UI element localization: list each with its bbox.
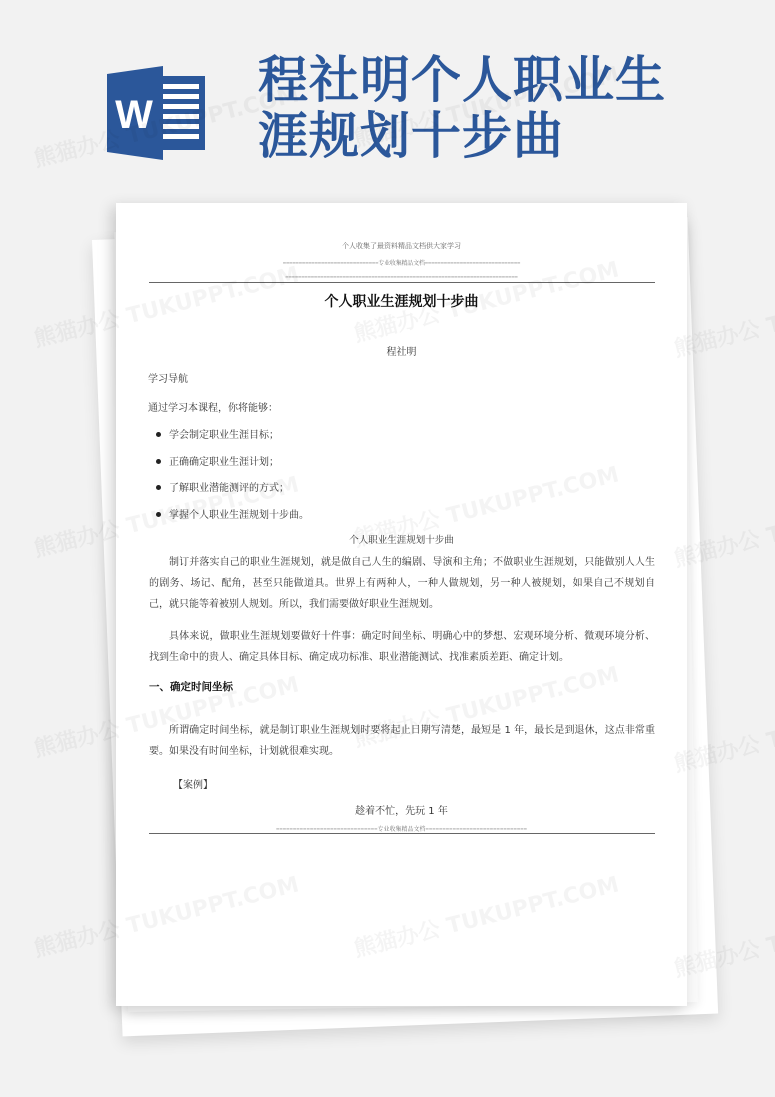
document-page [116, 203, 687, 1006]
header-note: 个人收集了最资料精品文档供大家学习 [342, 242, 461, 250]
section-heading: 一、确定时间坐标 [149, 681, 233, 693]
document-title: 个人职业生涯规划十步曲 [324, 294, 479, 310]
intro-text: 通过学习本课程，你将能够： [148, 403, 278, 414]
bullet-dot-icon [156, 459, 161, 464]
bullet-dot-icon [156, 512, 161, 517]
paragraph: 制订并落实自己的职业生涯规划，就是做自己人生的编剧、导演和主角；不做职业生涯规划，只能做别人人生的剧务、场记、配角，甚至只能做道具。世界上有两种人，一种人做规划，另一种人被规划，如果自己不规划自己，就只能等着被别人规划。所以，我们需要做好职业生涯规划。 [149, 557, 655, 610]
banner-title [258, 52, 718, 164]
word-icon [107, 66, 207, 160]
bullet-item: 了解职业潜能测评的方式； [156, 479, 289, 494]
paragraph: 具体来说，做职业生涯规划要做好十件事：确定时间坐标、明确心中的梦想、宏观环境分析、微观环境分析、找到生命中的贵人、确定具体目标、确定成功标准、职业潜能测试、找准素质差距、确定计划。 [149, 631, 655, 663]
header-divider: ==============================专业收集精品文档============================== [282, 261, 521, 267]
case-label: 【案例】 [173, 780, 213, 791]
case-title: 趁着不忙，先玩 1 年 [355, 806, 448, 817]
banner-title-line2: 涯规划十步曲 [258, 106, 564, 165]
author: 程社明 [386, 347, 417, 358]
section-paragraph: 所谓确定时间坐标，就是制订职业生涯规划时要将起止日期写清楚，最短是 1 年，最长是到退休，这点非常重要。如果没有时间坐标，计划就很难实现。 [149, 725, 655, 757]
header-divider-2: ========================================================================= [285, 275, 518, 281]
footer-rule [149, 833, 655, 834]
bullet-item: 正确确定职业生涯计划； [156, 453, 279, 468]
banner [0, 0, 775, 200]
section-subtitle: 个人职业生涯规划十步曲 [349, 535, 454, 546]
bullet-item: 掌握个人职业生涯规划十步曲。 [156, 506, 309, 521]
svg-text:W: W [115, 93, 153, 137]
footer-divider: ==============================专业收集精品文档============================== [275, 827, 528, 833]
bullet-dot-icon [156, 485, 161, 490]
nav-label: 学习导航 [148, 374, 188, 385]
header-rule [149, 282, 655, 283]
bullet-dot-icon [156, 432, 161, 437]
bullet-item: 学会制定职业生涯目标； [156, 426, 279, 441]
banner-title-line1: 程社明个人职业生 [258, 50, 666, 109]
